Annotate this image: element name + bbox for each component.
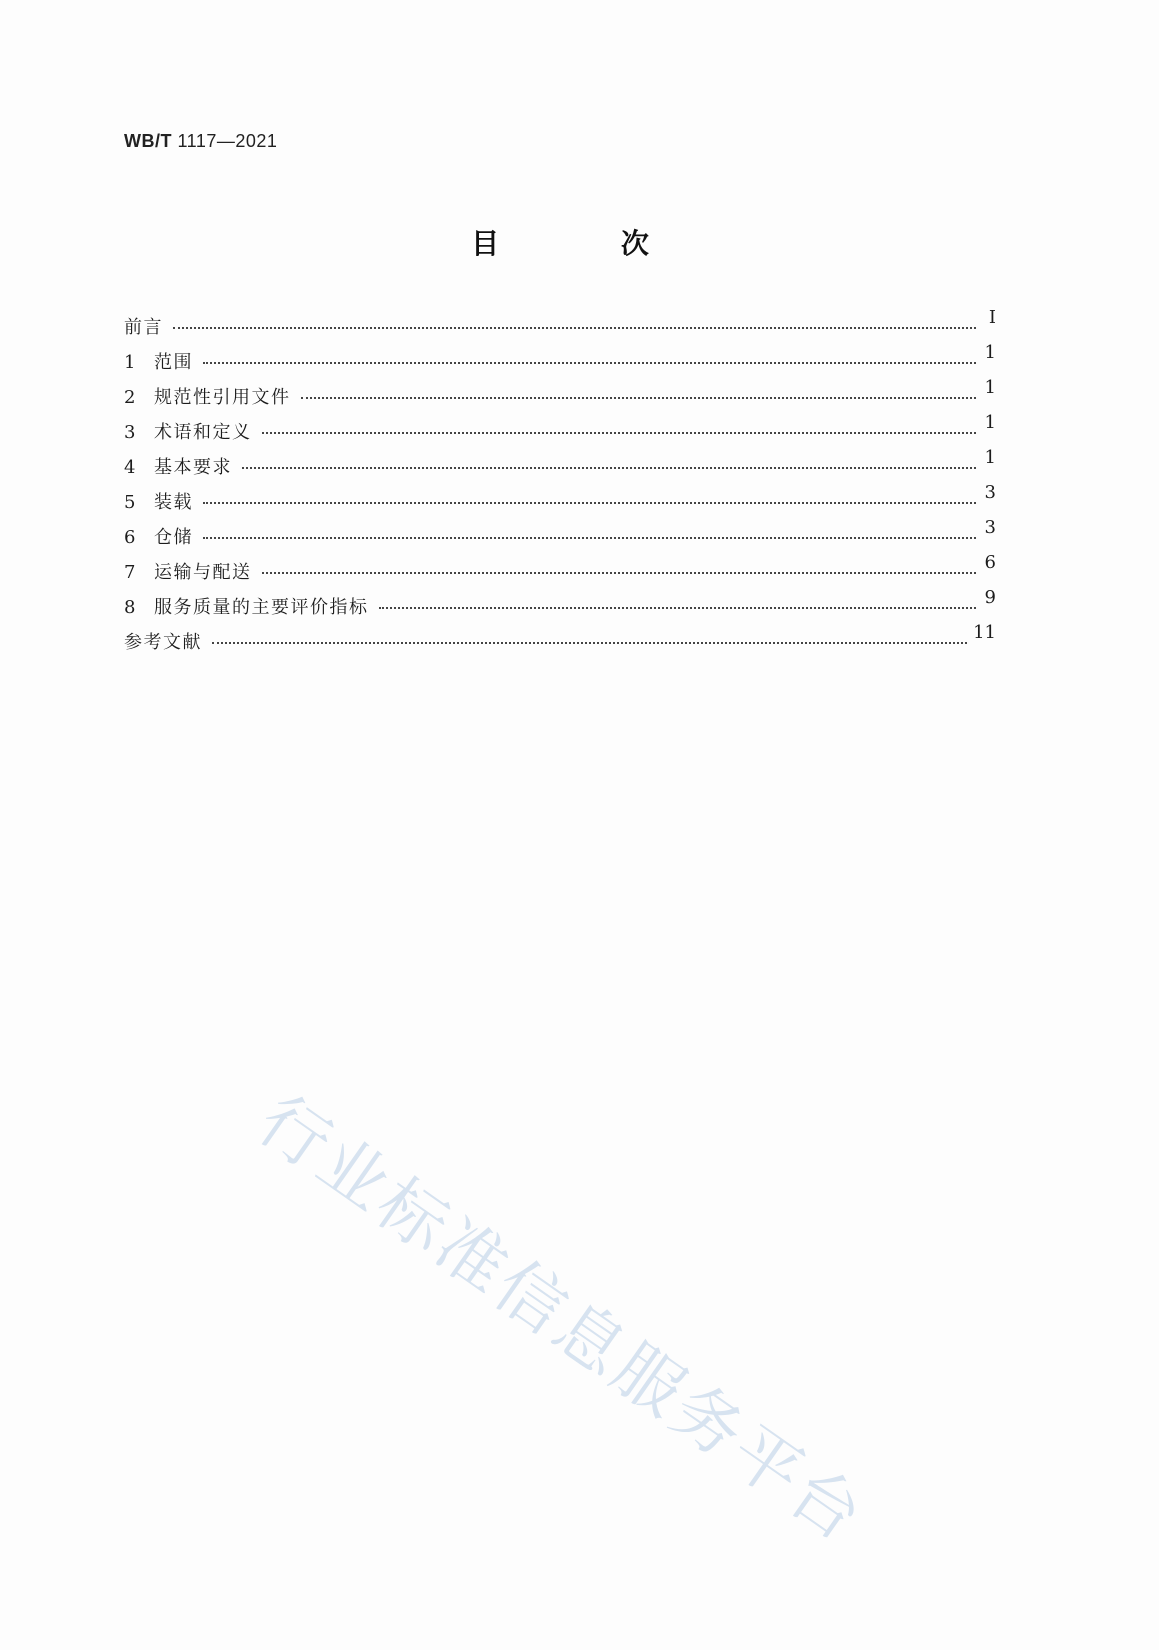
toc-entry-page: 3 xyxy=(984,482,996,503)
toc-dot-leader xyxy=(301,387,977,399)
toc-entry-foreword[interactable] xyxy=(124,307,996,348)
document-code xyxy=(124,131,277,152)
toc-entry-number: 1 xyxy=(124,352,136,373)
document-code-prefix: WB/T xyxy=(124,131,172,151)
toc-entry-number: 4 xyxy=(124,457,136,478)
toc-entry-7[interactable] xyxy=(124,552,996,593)
toc-dot-leader xyxy=(203,352,976,364)
toc-entry-number: 3 xyxy=(124,422,136,443)
toc-entry-label: 参考文献 xyxy=(124,632,202,653)
toc-entry-label: 仓储 xyxy=(154,527,193,548)
document-code-number: 1117—2021 xyxy=(177,131,278,151)
toc-dot-leader xyxy=(203,492,976,504)
toc-entry-number: 6 xyxy=(124,527,136,548)
watermark-text: 行业标准信息服务平台 xyxy=(243,1081,880,1559)
toc-entry-label: 范围 xyxy=(154,352,193,373)
toc-entry-2[interactable] xyxy=(124,377,996,418)
toc-entry-bibliography[interactable] xyxy=(124,622,996,663)
toc-entry-number: 8 xyxy=(124,597,136,618)
toc-entry-label: 服务质量的主要评价指标 xyxy=(154,597,369,618)
toc-entry-page: 11 xyxy=(973,622,996,643)
toc-title: 目 次 xyxy=(471,227,705,260)
toc-entry-number: 5 xyxy=(124,492,136,513)
toc-entry-page: 1 xyxy=(984,447,996,468)
toc-dot-leader xyxy=(262,422,977,434)
toc-entry-number: 7 xyxy=(124,562,136,583)
toc-entry-page: 3 xyxy=(984,517,996,538)
table-of-contents xyxy=(124,307,996,663)
toc-entry-page: I xyxy=(988,307,996,328)
toc-dot-leader xyxy=(173,317,976,329)
toc-dot-leader xyxy=(242,457,976,469)
toc-entry-label: 运输与配送 xyxy=(154,562,252,583)
toc-entry-page: 1 xyxy=(984,412,996,433)
toc-entry-page: 6 xyxy=(984,552,996,573)
toc-entry-6[interactable] xyxy=(124,517,996,558)
toc-dot-leader xyxy=(212,632,967,644)
toc-entry-page: 9 xyxy=(984,587,996,608)
toc-entry-4[interactable] xyxy=(124,447,996,488)
toc-entry-1[interactable] xyxy=(124,342,996,383)
toc-dot-leader xyxy=(379,597,977,609)
toc-entry-page: 1 xyxy=(984,377,996,398)
toc-entry-number: 2 xyxy=(124,387,136,408)
toc-entry-label: 基本要求 xyxy=(154,457,232,478)
toc-entry-5[interactable] xyxy=(124,482,996,523)
toc-entry-label: 前言 xyxy=(124,317,163,338)
toc-entry-3[interactable] xyxy=(124,412,996,453)
toc-entry-page: 1 xyxy=(984,342,996,363)
toc-entry-label: 术语和定义 xyxy=(154,422,252,443)
toc-dot-leader xyxy=(203,527,976,539)
toc-entry-label: 规范性引用文件 xyxy=(154,387,291,408)
toc-entry-label: 装载 xyxy=(154,492,193,513)
toc-dot-leader xyxy=(262,562,977,574)
toc-entry-8[interactable] xyxy=(124,587,996,628)
